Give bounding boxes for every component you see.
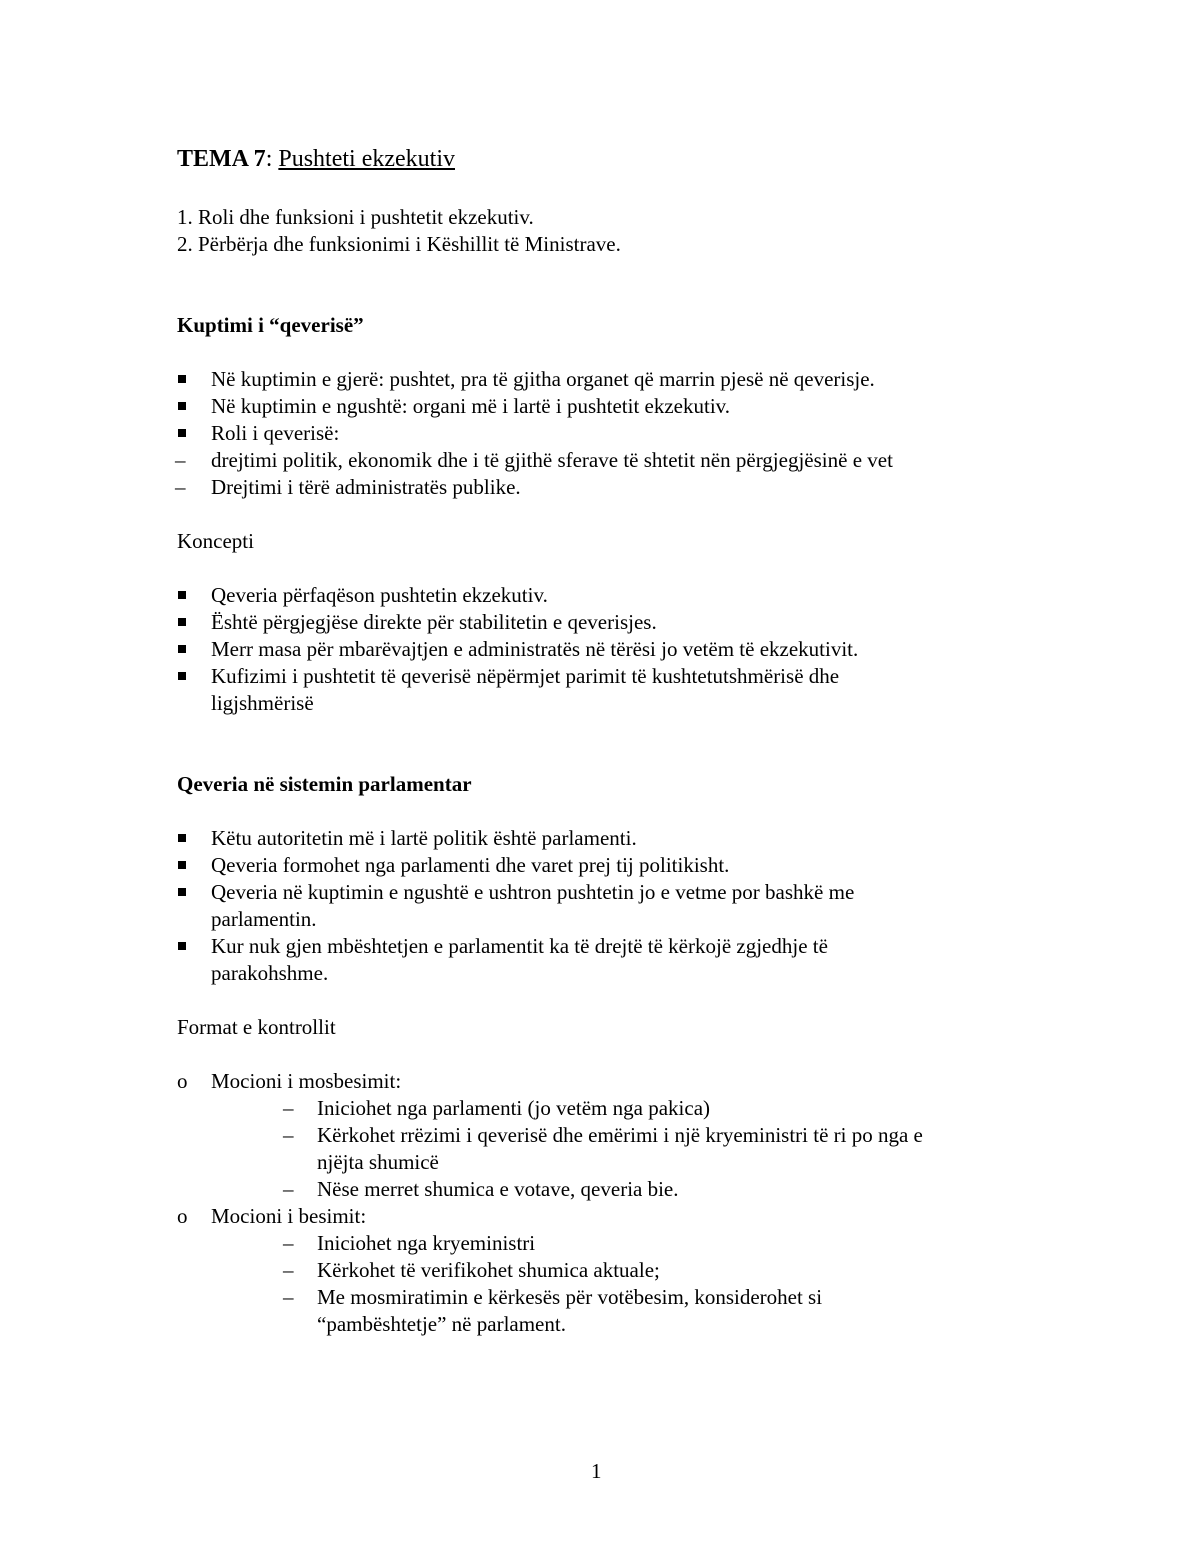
square-bullet-icon bbox=[178, 942, 186, 950]
square-bullet-icon bbox=[178, 861, 186, 869]
dash-bullet: – bbox=[283, 1258, 294, 1282]
title-topic: Pushteti ekzekutiv bbox=[278, 146, 455, 172]
sub-item: Kërkohet të verifikohet shumica aktuale; bbox=[317, 1258, 660, 1282]
title-label: TEMA 7 bbox=[177, 146, 266, 172]
dash-bullet: – bbox=[175, 448, 186, 472]
square-bullet-icon bbox=[178, 402, 186, 410]
list-item-continuation: ligjshmërisë bbox=[211, 691, 314, 715]
list-item: Kufizimi i pushtetit të qeverisë nëpërmjet parimit të kushtetutshmërisë dhe bbox=[211, 664, 840, 688]
list-item: Qeveria formohet nga parlamenti dhe varet prej tij politikisht. bbox=[211, 853, 730, 877]
square-bullet-icon bbox=[178, 375, 186, 383]
section-heading: Qeveria në sistemin parlamentar bbox=[177, 772, 472, 796]
sub-item: Iniciohet nga kryeministri bbox=[317, 1231, 536, 1255]
dash-bullet: – bbox=[283, 1096, 294, 1120]
dash-bullet: – bbox=[283, 1285, 294, 1309]
dash-bullet: – bbox=[283, 1231, 294, 1255]
list-item: Qeveria përfaqëson pushtetin ekzekutiv. bbox=[211, 583, 548, 607]
page-title bbox=[177, 144, 455, 174]
sub-item: Kërkohet rrëzimi i qeverisë dhe emërimi i një kryeministri të ri po nga e bbox=[317, 1123, 923, 1147]
list-item: drejtimi politik, ekonomik dhe i të gjithë sferave të shtetit nën përgjegjësinë e vet bbox=[211, 448, 893, 472]
list-item: Këtu autoritetin më i lartë politik është parlamenti. bbox=[211, 826, 637, 850]
list-item: Roli i qeverisë: bbox=[211, 421, 340, 445]
motion-label: Mocioni i besimit: bbox=[211, 1204, 367, 1228]
list-item: Merr masa për mbarëvajtjen e administratës në tërësi jo vetëm të ekzekutivit. bbox=[211, 637, 859, 661]
circle-bullet: o bbox=[177, 1204, 188, 1228]
list-item: Kur nuk gjen mbështetjen e parlamentit ka të drejtë të kërkojë zgjedhje të bbox=[211, 934, 828, 958]
square-bullet-icon bbox=[178, 888, 186, 896]
square-bullet-icon bbox=[178, 618, 186, 626]
dash-bullet: – bbox=[175, 475, 186, 499]
dash-bullet: – bbox=[283, 1177, 294, 1201]
list-item: Qeveria në kuptimin e ngushtë e ushtron pushtetin jo e vetme por bashkë me bbox=[211, 880, 855, 904]
list-item: Drejtimi i tërë administratës publike. bbox=[211, 475, 521, 499]
square-bullet-icon bbox=[178, 591, 186, 599]
sub-item-continuation: njëjta shumicë bbox=[317, 1150, 439, 1174]
outline-item: 2. Përbërja dhe funksionimi i Këshillit të Ministrave. bbox=[177, 232, 621, 256]
sub-item: Nëse merret shumica e votave, qeveria bie. bbox=[317, 1177, 679, 1201]
dash-bullet: – bbox=[283, 1123, 294, 1147]
list-item: Është përgjegjëse direkte për stabilitetin e qeverisjes. bbox=[211, 610, 657, 634]
square-bullet-icon bbox=[178, 834, 186, 842]
square-bullet-icon bbox=[178, 672, 186, 680]
list-item-continuation: parakohshme. bbox=[211, 961, 329, 985]
list-item: Në kuptimin e ngushtë: organi më i lartë i pushtetit ekzekutiv. bbox=[211, 394, 731, 418]
list-item-continuation: parlamentin. bbox=[211, 907, 317, 931]
circle-bullet: o bbox=[177, 1069, 188, 1093]
sub-item-continuation: “pambështetje” në parlament. bbox=[317, 1312, 566, 1336]
section-heading: Kuptimi i “qeverisë” bbox=[177, 313, 364, 337]
section-heading: Koncepti bbox=[177, 529, 254, 553]
square-bullet-icon bbox=[178, 645, 186, 653]
page-number: 1 bbox=[591, 1459, 602, 1483]
outline-item: 1. Roli dhe funksioni i pushtetit ekzekutiv. bbox=[177, 205, 534, 229]
section-heading: Format e kontrollit bbox=[177, 1015, 336, 1039]
sub-item: Me mosmiratimin e kërkesës për votëbesim, konsiderohet si bbox=[317, 1285, 823, 1309]
list-item: Në kuptimin e gjerë: pushtet, pra të gjitha organet që marrin pjesë në qeverisje. bbox=[211, 367, 875, 391]
sub-item: Iniciohet nga parlamenti (jo vetëm nga pakica) bbox=[317, 1096, 711, 1120]
square-bullet-icon bbox=[178, 429, 186, 437]
motion-label: Mocioni i mosbesimit: bbox=[211, 1069, 402, 1093]
title-separator: : bbox=[265, 146, 273, 172]
